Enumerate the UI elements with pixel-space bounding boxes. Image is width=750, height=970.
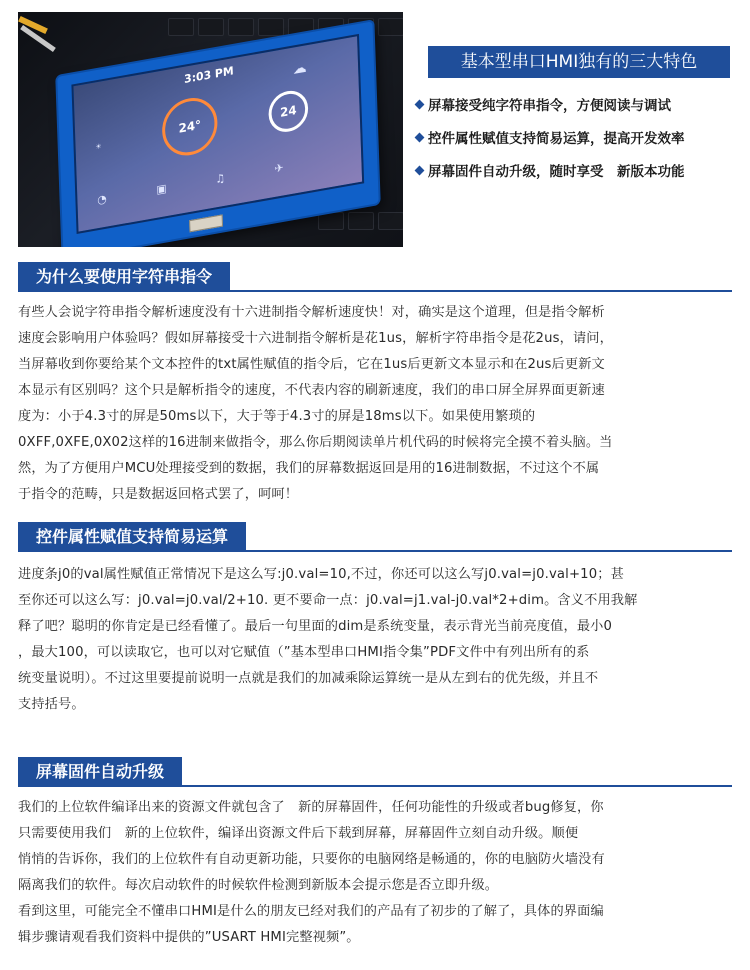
diamond-bullet-icon xyxy=(415,166,425,176)
dial-right-value: 24 xyxy=(279,102,297,120)
section-firmware-upgrade xyxy=(18,757,732,951)
cloud-icon: ☁ xyxy=(292,59,307,79)
section-title: 控件属性赋值支持简易运算 xyxy=(18,522,246,552)
body-line: 只需要使用我们 新的上位软件，编译出资源文件后下载到屏幕，屏幕固件立刻自动升级。顺便 xyxy=(18,826,579,841)
screen-time: 3:03 PM xyxy=(183,64,234,87)
temperature-dial xyxy=(161,94,218,160)
features-list xyxy=(416,96,685,195)
screen-icon-3: ♫ xyxy=(215,171,226,187)
body-line: 支持括号。 xyxy=(18,697,85,712)
body-line: 本显示有区别吗？这个只是解析指令的速度，不代表内容的刷新速度，我们的串口屏全屏界面更新速 xyxy=(18,383,605,398)
screen-icon-1: ◔ xyxy=(97,192,107,207)
body-line: 辑步骤请观看我们资料中提供的”USART HMI完整视频”。 xyxy=(18,930,360,945)
section-title: 屏幕固件自动升级 xyxy=(18,757,182,787)
body-line: 度为：小于4.3寸的屏是50ms以下，大于等于4.3寸的屏是18ms以下。如果使用繁琐的 xyxy=(18,409,536,424)
weather-icon: ☀ xyxy=(95,142,102,152)
feature-text: 屏幕接受纯字符串指令，方便阅读与调试 xyxy=(428,98,671,114)
section-title: 为什么要使用字符串指令 xyxy=(18,262,230,292)
board-connector xyxy=(189,214,223,232)
features-title: 基本型串口HMI独有的三大特色 xyxy=(428,46,730,78)
body-line: 速度会影响用户体验吗？假如屏幕接受十六进制指令解析是花1us，解析字符串指令是花2us，请问， xyxy=(18,331,613,346)
body-line: 至你还可以这么写：j0.val=j0.val/2+10. 更不要命一点：j0.val=j1.val-j0.val*2+dim。含义不用我解 xyxy=(18,593,638,608)
section-header xyxy=(18,522,732,552)
body-line: 于指令的范畴，只是数据返回格式罢了，呵呵！ xyxy=(18,487,299,502)
hmi-screen xyxy=(71,34,364,234)
screen-icon-2: ▣ xyxy=(156,181,167,197)
section-attribute-arithmetic xyxy=(18,522,732,718)
body-line: 统变量说明）。不过这里要提前说明一点就是我们的加减乘除运算统一是从左到右的优先级，并且不 xyxy=(18,671,599,686)
body-line: 当屏幕收到你要给某个文本控件的txt属性赋值的指令后，它在1us后更新文本显示和在2us后更新文 xyxy=(18,357,605,372)
body-line: 释了吧？聪明的你肯定是已经看懂了。最后一句里面的dim是系统变量，表示背光当前亮度值，最小0 xyxy=(18,619,613,634)
body-line: 我们的上位软件编译出来的资源文件就包含了 新的屏幕固件，任何功能性的升级或者bug修复，你 xyxy=(18,800,604,815)
body-line: 隔离我们的软件。每次启动软件的时候软件检测到新版本会提示您是否立即升级。 xyxy=(18,878,499,893)
diamond-bullet-icon xyxy=(415,133,425,143)
secondary-dial xyxy=(268,88,309,135)
feature-item xyxy=(416,162,685,195)
body-line: 然，为了方便用户MCU处理接受到的数据，我们的屏幕数据返回是用的16进制数据，不过这个不属 xyxy=(18,461,600,476)
feature-text: 屏幕固件自动升级，随时享受 新版本功能 xyxy=(428,164,685,180)
section-body xyxy=(18,300,732,508)
section-body xyxy=(18,795,732,951)
screen-icon-4: ✈ xyxy=(274,160,284,176)
body-line: 进度条j0的val属性赋值正常情况下是这么写:j0.val=10,不过，你还可以这么写j0.val=j0.val+10；甚 xyxy=(18,567,624,582)
section-string-commands xyxy=(18,262,732,508)
body-line: 看到这里，可能完全不懂串口HMI是什么的朋友已经对我们的产品有了初步的了解了，具体的界面编 xyxy=(18,904,604,919)
feature-item xyxy=(416,96,685,129)
body-line: 0XFF,0XFE,0X02这样的16进制来做指令，那么你后期阅读单片机代码的时候将完全摸不着头脑。当 xyxy=(18,435,613,450)
dial-left-value: 24° xyxy=(178,117,202,136)
feature-item xyxy=(416,129,685,162)
section-header xyxy=(18,757,732,787)
body-line: 有些人会说字符串指令解析速度没有十六进制指令解析速度快！对，确实是这个道理，但是指令解析 xyxy=(18,305,605,320)
section-header xyxy=(18,262,732,292)
diamond-bullet-icon xyxy=(415,100,425,110)
section-body xyxy=(18,562,732,718)
body-line: 悄悄的告诉你，我们的上位软件有自动更新功能，只要你的电脑网络是畅通的，你的电脑防火墙没有 xyxy=(18,852,605,867)
feature-text: 控件属性赋值支持简易运算，提高开发效率 xyxy=(428,131,685,147)
product-photo xyxy=(18,12,403,247)
body-line: ，最大100，可以读取它，也可以对它赋值（”基本型串口HMI指令集”PDF文件中有列出所有的系 xyxy=(18,645,590,660)
